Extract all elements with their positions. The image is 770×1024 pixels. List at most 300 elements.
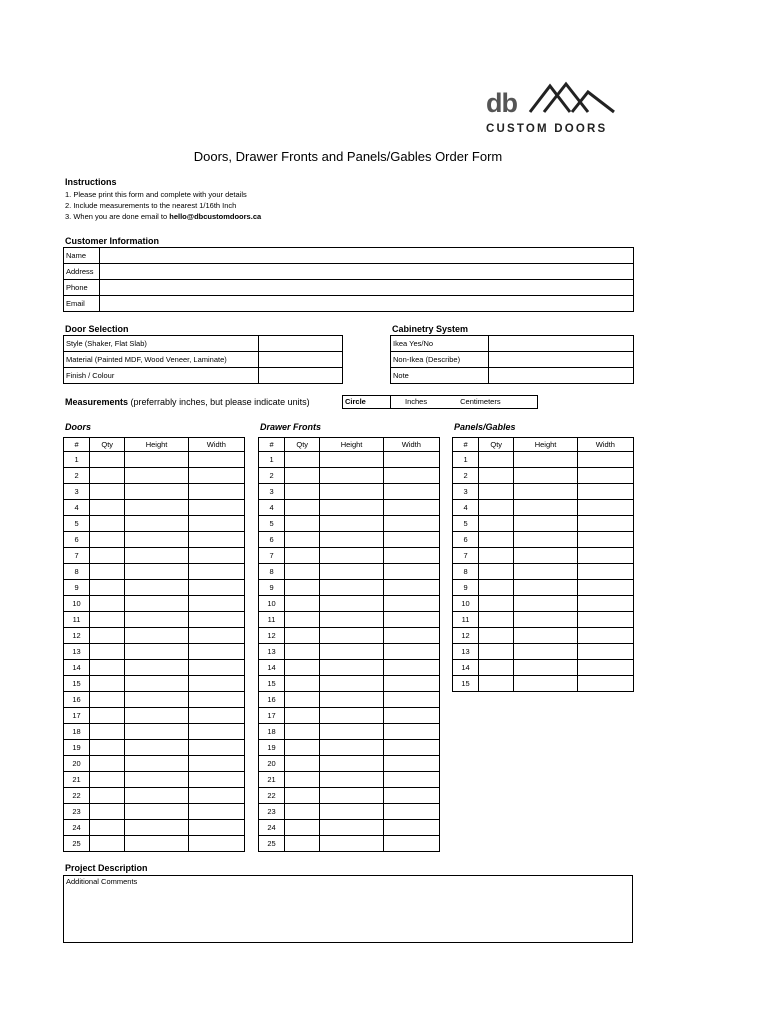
qty-cell[interactable] [479, 516, 514, 532]
qty-cell[interactable] [90, 756, 125, 772]
width-cell[interactable] [188, 644, 244, 660]
width-cell[interactable] [383, 676, 439, 692]
table-row [259, 532, 440, 548]
qty-cell[interactable] [90, 676, 125, 692]
unit-centimeters[interactable]: Centimeters [458, 396, 537, 409]
qty-cell[interactable] [90, 452, 125, 468]
height-cell[interactable] [320, 532, 383, 548]
phone-input[interactable] [100, 280, 634, 296]
row-number: 3 [259, 484, 285, 500]
qty-cell[interactable] [285, 516, 320, 532]
qty-cell[interactable] [285, 804, 320, 820]
table-row [64, 564, 245, 580]
field-label: Non-Ikea (Describe) [391, 352, 489, 368]
height-cell[interactable] [125, 804, 188, 820]
table-row [259, 756, 440, 772]
instruction-line-2: 2. Include measurements to the nearest 1/16th Inch [65, 201, 237, 210]
height-cell[interactable] [320, 724, 383, 740]
qty-cell[interactable] [285, 564, 320, 580]
qty-cell[interactable] [285, 612, 320, 628]
width-cell[interactable] [188, 484, 244, 500]
qty-cell[interactable] [285, 500, 320, 516]
width-cell[interactable] [577, 612, 633, 628]
width-cell[interactable] [383, 580, 439, 596]
height-cell[interactable] [320, 772, 383, 788]
column-header: Height [320, 438, 383, 452]
width-cell[interactable] [577, 596, 633, 612]
row-number: 20 [259, 756, 285, 772]
qty-cell[interactable] [479, 660, 514, 676]
height-cell[interactable] [514, 628, 577, 644]
table-row [64, 772, 245, 788]
door-selection-heading: Door Selection [65, 324, 129, 334]
height-cell[interactable] [514, 612, 577, 628]
qty-cell[interactable] [90, 516, 125, 532]
width-cell[interactable] [577, 676, 633, 692]
roof-logo-icon [526, 80, 620, 116]
height-cell[interactable] [125, 644, 188, 660]
height-cell[interactable] [514, 676, 577, 692]
column-header: # [453, 438, 479, 452]
qty-cell[interactable] [285, 708, 320, 724]
qty-cell[interactable] [285, 628, 320, 644]
width-cell[interactable] [383, 708, 439, 724]
row-number: 7 [259, 548, 285, 564]
height-cell[interactable] [125, 516, 188, 532]
door-selection-table [63, 335, 343, 384]
note-input[interactable] [489, 368, 634, 384]
table-row [64, 836, 245, 852]
table-row [453, 548, 634, 564]
width-cell[interactable] [188, 612, 244, 628]
width-cell[interactable] [383, 564, 439, 580]
row-number: 22 [259, 788, 285, 804]
height-cell[interactable] [514, 532, 577, 548]
column-header: Width [577, 438, 633, 452]
row-number: 10 [453, 596, 479, 612]
width-cell[interactable] [577, 532, 633, 548]
width-cell[interactable] [188, 468, 244, 484]
qty-cell[interactable] [285, 596, 320, 612]
row-number: 5 [64, 516, 90, 532]
table-row [64, 740, 245, 756]
table-header-row [259, 438, 440, 452]
width-cell[interactable] [577, 564, 633, 580]
logo-text: db [486, 88, 517, 118]
qty-cell[interactable] [479, 452, 514, 468]
height-cell[interactable] [125, 564, 188, 580]
height-cell[interactable] [125, 660, 188, 676]
height-cell[interactable] [125, 692, 188, 708]
qty-cell[interactable] [285, 740, 320, 756]
address-input[interactable] [100, 264, 634, 280]
height-cell[interactable] [125, 468, 188, 484]
row-number: 21 [259, 772, 285, 788]
qty-cell[interactable] [479, 596, 514, 612]
width-cell[interactable] [188, 708, 244, 724]
qty-cell[interactable] [285, 532, 320, 548]
qty-cell[interactable] [285, 644, 320, 660]
row-number: 8 [64, 564, 90, 580]
height-cell[interactable] [514, 484, 577, 500]
width-cell[interactable] [383, 740, 439, 756]
table-header-row [64, 438, 245, 452]
height-cell[interactable] [514, 452, 577, 468]
table-row [259, 596, 440, 612]
column-header: Width [383, 438, 439, 452]
instruction-line-3 [65, 212, 261, 221]
qty-cell[interactable] [90, 596, 125, 612]
height-cell[interactable] [320, 612, 383, 628]
width-cell[interactable] [383, 596, 439, 612]
qty-cell[interactable] [479, 628, 514, 644]
height-cell[interactable] [320, 676, 383, 692]
style-input[interactable] [259, 336, 343, 352]
height-cell[interactable] [514, 468, 577, 484]
height-cell[interactable] [514, 564, 577, 580]
width-cell[interactable] [188, 452, 244, 468]
row-number: 11 [259, 612, 285, 628]
row-number: 14 [453, 660, 479, 676]
width-cell[interactable] [577, 452, 633, 468]
width-cell[interactable] [188, 788, 244, 804]
width-cell[interactable] [188, 596, 244, 612]
email-input[interactable] [100, 296, 634, 312]
qty-cell[interactable] [285, 756, 320, 772]
width-cell[interactable] [188, 724, 244, 740]
panels-gables-table [452, 437, 634, 692]
width-cell[interactable] [577, 500, 633, 516]
height-cell[interactable] [125, 484, 188, 500]
row-number: 1 [259, 452, 285, 468]
width-cell[interactable] [188, 548, 244, 564]
width-cell[interactable] [383, 692, 439, 708]
table-row [259, 788, 440, 804]
width-cell[interactable] [383, 772, 439, 788]
qty-cell[interactable] [479, 468, 514, 484]
table-row [453, 516, 634, 532]
qty-cell[interactable] [90, 740, 125, 756]
height-cell[interactable] [125, 756, 188, 772]
qty-cell[interactable] [479, 564, 514, 580]
column-header: Width [188, 438, 244, 452]
qty-cell[interactable] [285, 580, 320, 596]
row-number: 25 [259, 836, 285, 852]
qty-cell[interactable] [90, 804, 125, 820]
qty-cell[interactable] [479, 676, 514, 692]
width-cell[interactable] [577, 468, 633, 484]
height-cell[interactable] [320, 756, 383, 772]
height-cell[interactable] [125, 548, 188, 564]
width-cell[interactable] [188, 580, 244, 596]
table-row [64, 532, 245, 548]
table-row [64, 660, 245, 676]
width-cell[interactable] [188, 564, 244, 580]
table-row [453, 452, 634, 468]
width-cell[interactable] [188, 660, 244, 676]
qty-cell[interactable] [90, 708, 125, 724]
qty-cell[interactable] [90, 772, 125, 788]
qty-cell[interactable] [90, 724, 125, 740]
name-input[interactable] [100, 248, 634, 264]
width-cell[interactable] [188, 740, 244, 756]
field-label: Ikea Yes/No [391, 336, 489, 352]
table-row [259, 484, 440, 500]
height-cell[interactable] [320, 468, 383, 484]
height-cell[interactable] [320, 740, 383, 756]
width-cell[interactable] [383, 804, 439, 820]
height-cell[interactable] [125, 788, 188, 804]
row-number: 5 [259, 516, 285, 532]
qty-cell[interactable] [285, 548, 320, 564]
qty-cell[interactable] [90, 612, 125, 628]
qty-cell[interactable] [90, 500, 125, 516]
row-number: 15 [453, 676, 479, 692]
height-cell[interactable] [320, 548, 383, 564]
qty-cell[interactable] [479, 644, 514, 660]
qty-cell[interactable] [90, 580, 125, 596]
qty-cell[interactable] [479, 580, 514, 596]
qty-cell[interactable] [479, 484, 514, 500]
field-label: Address [64, 264, 100, 280]
height-cell[interactable] [320, 516, 383, 532]
table-row [64, 820, 245, 836]
width-cell[interactable] [188, 532, 244, 548]
qty-cell[interactable] [90, 644, 125, 660]
height-cell[interactable] [125, 836, 188, 852]
width-cell[interactable] [383, 452, 439, 468]
qty-cell[interactable] [479, 548, 514, 564]
qty-cell[interactable] [90, 484, 125, 500]
width-cell[interactable] [188, 676, 244, 692]
height-cell[interactable] [125, 452, 188, 468]
width-cell[interactable] [383, 468, 439, 484]
width-cell[interactable] [383, 484, 439, 500]
additional-comments-box[interactable] [63, 875, 633, 943]
height-cell[interactable] [125, 628, 188, 644]
column-header: Height [514, 438, 577, 452]
row-number: 6 [64, 532, 90, 548]
qty-cell[interactable] [90, 564, 125, 580]
height-cell[interactable] [125, 580, 188, 596]
table-row [453, 532, 634, 548]
qty-cell[interactable] [90, 628, 125, 644]
width-cell[interactable] [188, 756, 244, 772]
width-cell[interactable] [383, 516, 439, 532]
width-cell[interactable] [383, 788, 439, 804]
table-row [64, 516, 245, 532]
qty-cell[interactable] [90, 468, 125, 484]
width-cell[interactable] [383, 548, 439, 564]
qty-cell[interactable] [285, 676, 320, 692]
qty-cell[interactable] [90, 548, 125, 564]
row-number: 7 [453, 548, 479, 564]
qty-cell[interactable] [285, 820, 320, 836]
qty-cell[interactable] [90, 692, 125, 708]
height-cell[interactable] [514, 548, 577, 564]
height-cell[interactable] [320, 644, 383, 660]
width-cell[interactable] [188, 516, 244, 532]
qty-cell[interactable] [285, 484, 320, 500]
height-cell[interactable] [320, 580, 383, 596]
qty-cell[interactable] [90, 532, 125, 548]
width-cell[interactable] [383, 820, 439, 836]
qty-cell[interactable] [285, 724, 320, 740]
height-cell[interactable] [320, 708, 383, 724]
width-cell[interactable] [577, 516, 633, 532]
height-cell[interactable] [125, 676, 188, 692]
table-row [64, 452, 245, 468]
width-cell[interactable] [383, 500, 439, 516]
qty-cell[interactable] [479, 500, 514, 516]
row-number: 9 [453, 580, 479, 596]
height-cell[interactable] [320, 500, 383, 516]
height-cell[interactable] [125, 724, 188, 740]
width-cell[interactable] [577, 628, 633, 644]
qty-cell[interactable] [90, 820, 125, 836]
height-cell[interactable] [320, 628, 383, 644]
table-row [259, 772, 440, 788]
table-row [64, 708, 245, 724]
doors-title: Doors [65, 422, 92, 432]
qty-cell[interactable] [479, 612, 514, 628]
height-cell[interactable] [125, 708, 188, 724]
row-number: 15 [64, 676, 90, 692]
width-cell[interactable] [188, 804, 244, 820]
row-number: 21 [64, 772, 90, 788]
qty-cell[interactable] [90, 788, 125, 804]
height-cell[interactable] [125, 820, 188, 836]
measurements-line [65, 397, 310, 407]
table-row [453, 660, 634, 676]
height-cell[interactable] [125, 500, 188, 516]
table-row [64, 676, 245, 692]
material-input[interactable] [259, 352, 343, 368]
table-row [64, 596, 245, 612]
row-number: 11 [453, 612, 479, 628]
width-cell[interactable] [577, 660, 633, 676]
table-row [453, 580, 634, 596]
qty-cell[interactable] [90, 660, 125, 676]
email-link[interactable]: hello@dbcustomdoors.ca [169, 212, 262, 221]
qty-cell[interactable] [479, 532, 514, 548]
qty-cell[interactable] [285, 660, 320, 676]
height-cell[interactable] [320, 788, 383, 804]
width-cell[interactable] [577, 484, 633, 500]
height-cell[interactable] [514, 644, 577, 660]
row-number: 16 [259, 692, 285, 708]
height-cell[interactable] [514, 500, 577, 516]
qty-cell[interactable] [285, 468, 320, 484]
ikea-input[interactable] [489, 336, 634, 352]
width-cell[interactable] [383, 532, 439, 548]
row-number: 2 [64, 468, 90, 484]
column-header: Height [125, 438, 188, 452]
height-cell[interactable] [125, 772, 188, 788]
table-row [259, 820, 440, 836]
height-cell[interactable] [320, 660, 383, 676]
field-label: Note [391, 368, 489, 384]
height-cell[interactable] [514, 580, 577, 596]
width-cell[interactable] [188, 820, 244, 836]
comments-label: Additional Comments [66, 877, 138, 886]
width-cell[interactable] [577, 548, 633, 564]
width-cell[interactable] [383, 724, 439, 740]
height-cell[interactable] [320, 564, 383, 580]
qty-cell[interactable] [285, 836, 320, 852]
project-heading: Project Description [65, 863, 148, 873]
row-number: 3 [453, 484, 479, 500]
non-ikea-input[interactable] [489, 352, 634, 368]
row-number: 17 [259, 708, 285, 724]
height-cell[interactable] [125, 596, 188, 612]
width-cell[interactable] [383, 836, 439, 852]
qty-cell[interactable] [285, 772, 320, 788]
table-row [64, 628, 245, 644]
table-row [64, 484, 245, 500]
width-cell[interactable] [383, 612, 439, 628]
qty-cell[interactable] [285, 692, 320, 708]
row-number: 17 [64, 708, 90, 724]
height-cell[interactable] [320, 820, 383, 836]
width-cell[interactable] [577, 580, 633, 596]
cabinetry-table [390, 335, 634, 384]
height-cell[interactable] [514, 660, 577, 676]
row-number: 6 [259, 532, 285, 548]
table-row [64, 580, 245, 596]
height-cell[interactable] [320, 452, 383, 468]
height-cell[interactable] [514, 516, 577, 532]
field-label: Material (Painted MDF, Wood Veneer, Laminate) [64, 352, 259, 368]
qty-cell[interactable] [285, 788, 320, 804]
column-header: Qty [90, 438, 125, 452]
width-cell[interactable] [383, 644, 439, 660]
height-cell[interactable] [125, 532, 188, 548]
height-cell[interactable] [320, 836, 383, 852]
width-cell[interactable] [188, 772, 244, 788]
table-row [259, 804, 440, 820]
qty-cell[interactable] [285, 452, 320, 468]
height-cell[interactable] [125, 612, 188, 628]
row-number: 19 [64, 740, 90, 756]
doors-table [63, 437, 245, 852]
qty-cell[interactable] [90, 836, 125, 852]
row-number: 20 [64, 756, 90, 772]
width-cell[interactable] [188, 500, 244, 516]
height-cell[interactable] [320, 484, 383, 500]
width-cell[interactable] [383, 756, 439, 772]
height-cell[interactable] [320, 692, 383, 708]
width-cell[interactable] [383, 628, 439, 644]
width-cell[interactable] [383, 660, 439, 676]
width-cell[interactable] [188, 836, 244, 852]
row-number: 7 [64, 548, 90, 564]
width-cell[interactable] [577, 644, 633, 660]
width-cell[interactable] [188, 628, 244, 644]
cabinetry-heading: Cabinetry System [392, 324, 469, 334]
table-row [259, 660, 440, 676]
width-cell[interactable] [188, 692, 244, 708]
finish-input[interactable] [259, 368, 343, 384]
field-label: Email [64, 296, 100, 312]
height-cell[interactable] [320, 596, 383, 612]
table-row [259, 564, 440, 580]
unit-inches[interactable]: Inches [391, 396, 459, 409]
height-cell[interactable] [514, 596, 577, 612]
instruction-line-3-text: 3. When you are done email to [65, 212, 168, 221]
height-cell[interactable] [320, 804, 383, 820]
height-cell[interactable] [125, 740, 188, 756]
